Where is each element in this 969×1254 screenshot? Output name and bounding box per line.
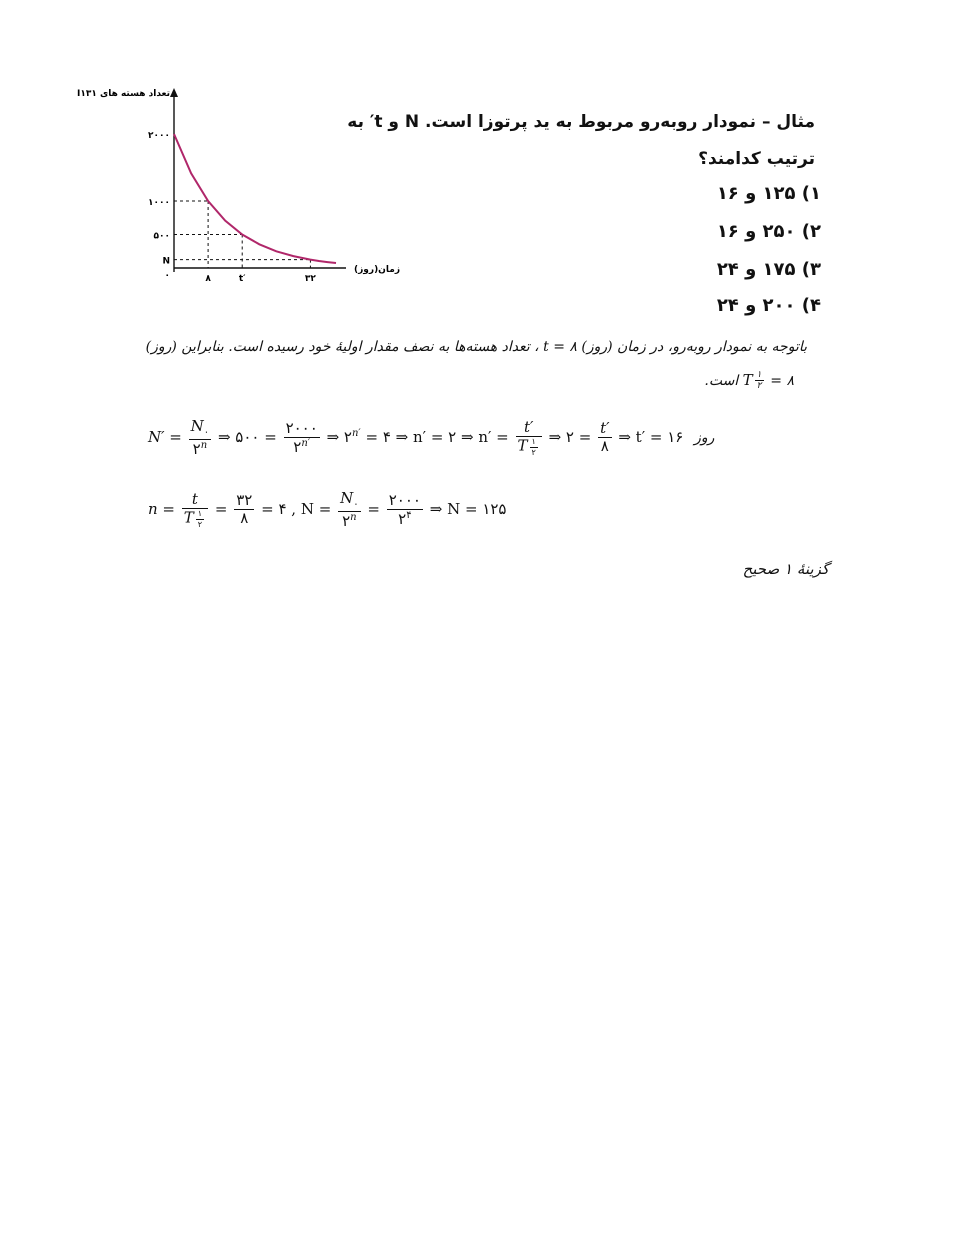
y-tick-label: ۲۰۰۰ bbox=[148, 131, 170, 141]
y-tick-label: ۱۰۰۰ bbox=[148, 198, 170, 208]
option-2: ۲) ۲۵۰ و ۱۶ bbox=[716, 221, 821, 242]
question-line-1: مثال – نمودار روبه‌رو مربوط به ید پرتوزا است. N و t′ به bbox=[347, 112, 815, 132]
solution-line-2: T $\frac{۱}{۲}$ = ۸ است. bbox=[704, 370, 794, 392]
y-tick-label: N bbox=[162, 256, 170, 267]
y-tick-label: ۵۰۰ bbox=[153, 231, 170, 242]
option-1: ۱) ۱۲۵ و ۱۶ bbox=[716, 183, 821, 204]
option-4: ۴) ۲۰۰ و ۲۴ bbox=[716, 295, 821, 316]
option-3: ۳) ۱۷۵ و ۲۴ bbox=[716, 259, 821, 280]
equation-2: n = t T $\frac{۱}{۲}$ = $\frac{۳۲}{۸}$ = ۴ , N = $\frac{N_۰}{۲^n}$ = $\frac{۲۰۰۰}{۲^۴}$ ⇒ N = ۱۲۵ bbox=[148, 489, 507, 530]
equation-1: N′ = $\frac{N_۰}{۲^n}$ ⇒ ۵۰۰ = $\frac{۲۰۰۰}{۲^{n'}}$ ⇒ $۲^{n'}$ = ۴ ⇒ n′ = ۲ ⇒ n′ = t′ T $\frac{۱}{۲}$ ⇒ ۲ = $\frac{t'}{۸}$ ⇒ t′ = ۱۶ روز bbox=[148, 417, 715, 458]
y-tick-label: ۰ bbox=[164, 271, 170, 281]
solution-line-1: باتوجه به نمودار روبه‌رو، در زمان (روز) t = ۸ ، تعداد هسته‌ها به نصف مقدار اولیهٔ خود رسیده است. بنابراین (روز) bbox=[145, 339, 807, 355]
y-axis-label: تعداد هسته های I۱۳۱ bbox=[77, 89, 170, 99]
x-axis-label: زمان(روز) bbox=[354, 265, 400, 275]
half-life-symbol: T $\frac{۱}{۲}$ bbox=[742, 370, 762, 392]
question-line-2: ترتیب کدامند؟ bbox=[698, 149, 815, 169]
x-tick-label: ۸ bbox=[205, 274, 211, 284]
x-tick-label: ۳۲ bbox=[304, 274, 316, 284]
answer-text: گزینهٔ ۱ صحیح bbox=[742, 560, 829, 578]
decay-curve bbox=[174, 134, 336, 263]
x-tick-label: t′ bbox=[238, 274, 246, 284]
y-axis-arrow bbox=[170, 88, 178, 97]
